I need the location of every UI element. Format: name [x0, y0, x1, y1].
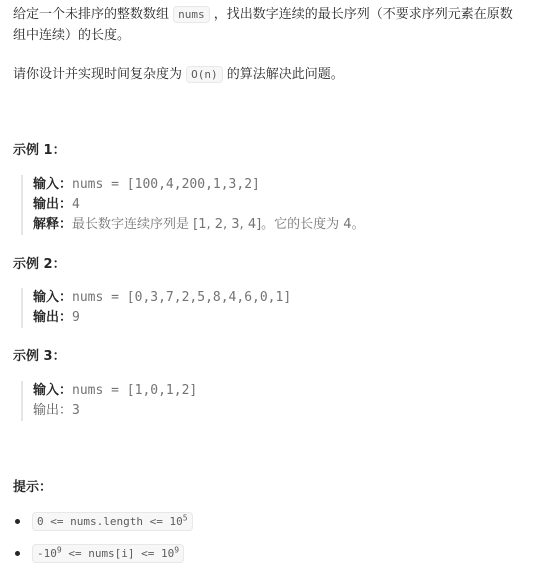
tip-2-main-a: -10 [37, 547, 57, 560]
example-1-output-label: 输出： [33, 197, 73, 212]
tip-2-sup-a: 9 [56, 545, 62, 555]
tips-title: 提示： [13, 480, 53, 495]
example-2-input-label: 输入： [33, 290, 73, 305]
example-2-output [33, 308, 513, 328]
example-3-title: 示例 3： [13, 349, 66, 364]
p1-text-after: ，找出数字连续的最长序列（不要求序列元素在原数组中连续）的长度。 [13, 7, 513, 43]
example-1-input-value: nums = [100,4,200,1,3,2] [72, 177, 260, 192]
description-paragraph-2 [13, 64, 523, 85]
example-1-explain-label: 解释： [33, 217, 73, 232]
tip-2-code [32, 544, 184, 563]
example-3-output-label: 输出： [33, 403, 73, 418]
tip-item-2 [13, 543, 184, 565]
example-2-block [21, 288, 513, 328]
example-2-title: 示例 2： [13, 257, 66, 272]
example-1-block [21, 175, 513, 235]
bullet-icon [15, 551, 20, 556]
bullet-icon [15, 519, 20, 524]
tip-item-1 [13, 511, 193, 533]
example-3-input-value: nums = [1,0,1,2] [72, 383, 198, 398]
example-1-input-label: 输入： [33, 177, 73, 192]
inline-code-nums: nums [173, 6, 210, 23]
example-3-input [33, 381, 513, 401]
example-2-output-label: 输出： [33, 310, 73, 325]
example-3-block [21, 381, 513, 421]
inline-code-complexity: O(n) [186, 66, 223, 83]
p2-text-before: 请你设计并实现时间复杂度为 [13, 67, 187, 82]
example-2-input [33, 288, 513, 308]
p1-text-before: 给定一个未排序的整数数组 [13, 7, 174, 22]
tip-2-sup-b: 9 [174, 545, 180, 555]
example-3-output-value: 3 [72, 403, 80, 418]
example-1-output-value: 4 [72, 197, 80, 212]
tip-1-sup: 5 [182, 513, 188, 523]
example-1-explain-text: 最长数字连续序列是 [1, 2, 3, 4]。它的长度为 4。 [72, 217, 365, 232]
p2-text-after: 的算法解决此问题。 [222, 67, 344, 82]
tip-2-main-b: <= nums[i] <= 10 [61, 547, 175, 560]
example-2-input-value: nums = [0,3,7,2,5,8,4,6,0,1] [72, 290, 292, 305]
example-1-title: 示例 1： [13, 143, 66, 158]
tip-1-code [32, 512, 193, 531]
example-1-explanation [33, 215, 513, 235]
description-paragraph-1 [13, 4, 523, 46]
tip-1-main: 0 <= nums.length <= 10 [37, 515, 183, 528]
example-3-output [33, 401, 513, 421]
example-2-output-value: 9 [72, 310, 80, 325]
example-1-output [33, 195, 513, 215]
example-1-input [33, 175, 513, 195]
example-3-input-label: 输入： [33, 383, 73, 398]
